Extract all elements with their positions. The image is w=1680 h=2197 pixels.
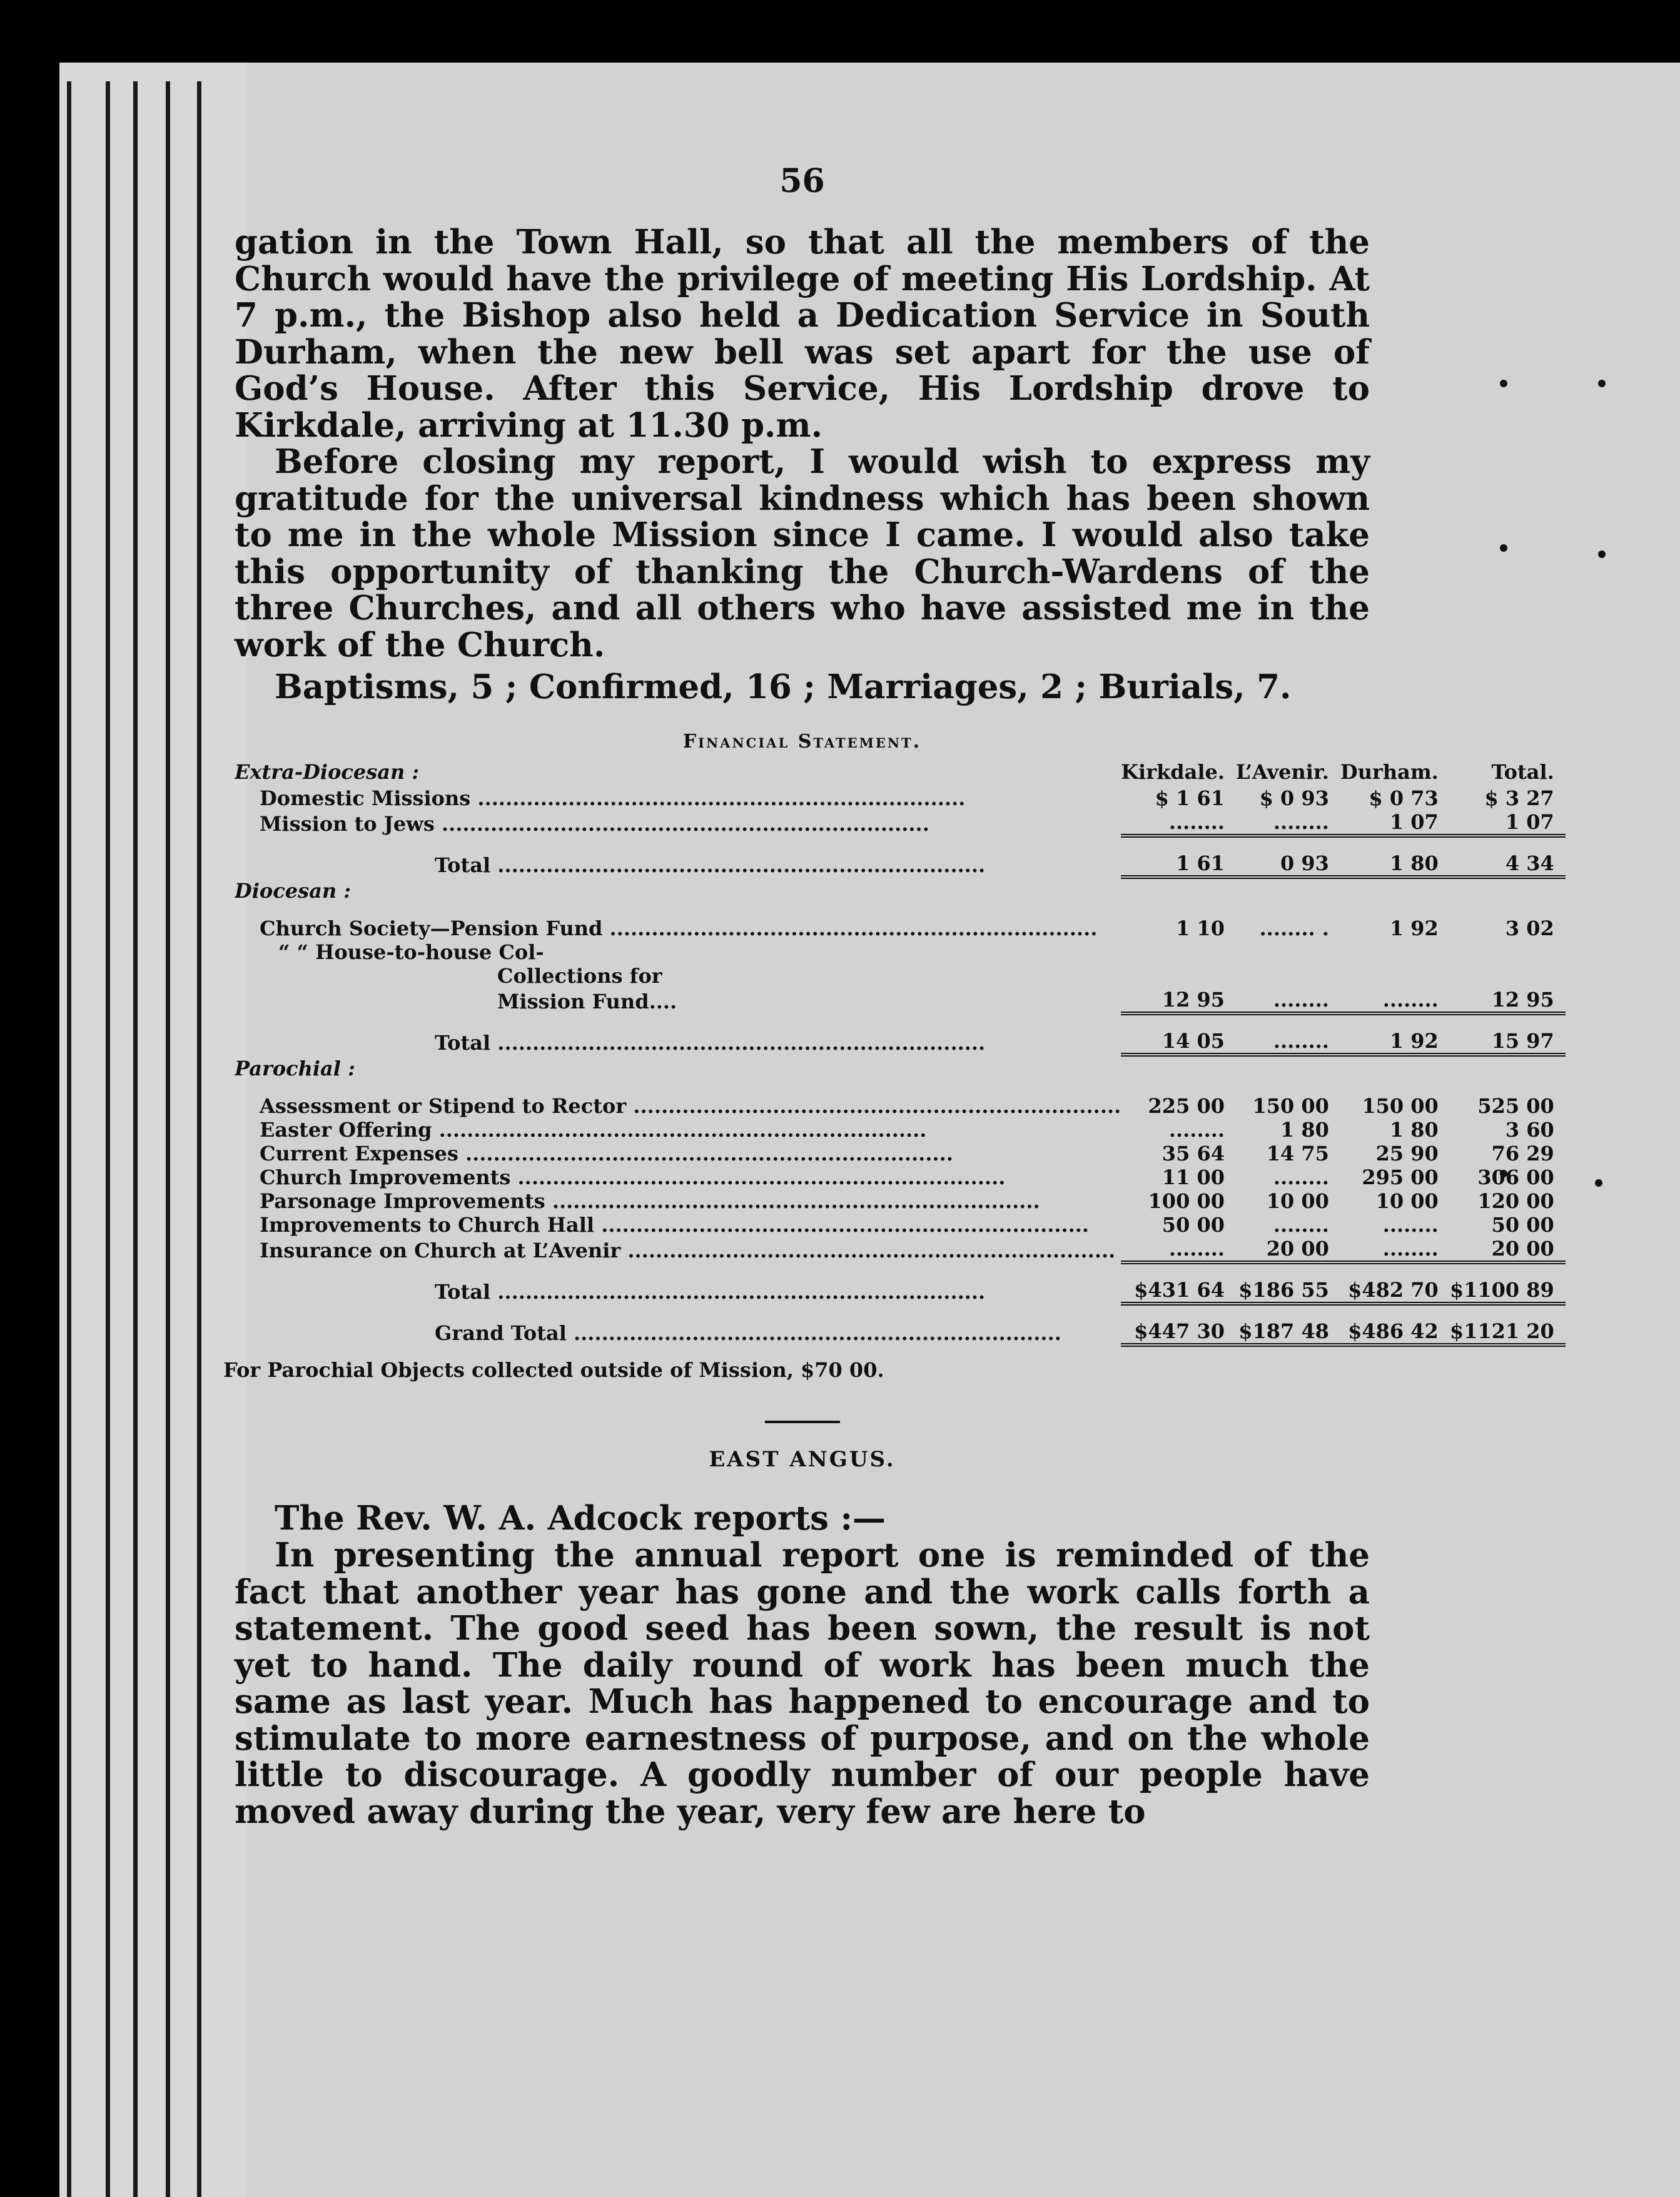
table-row [235,1094,1566,1118]
cell-value: 295 00 [1362,1165,1439,1189]
cell-value: $486 42 [1340,1319,1450,1345]
section-label-diocesan: Diocesan : [235,879,352,903]
cell-value: 1 80 [1340,851,1450,877]
table-row [235,810,1566,836]
cell-value: 3 60 [1505,1118,1554,1142]
section-label-extra-diocesan: Extra-Diocesan : [235,760,420,784]
spacer-row [235,903,1566,916]
table-row [235,1118,1566,1142]
row-label: Total ..... [235,1278,1121,1304]
section-heading: EAST ANGUS. [709,1447,896,1472]
table-row [235,964,1566,988]
cell-value: 3 02 [1505,916,1554,940]
cell-value: $ 0 73 [1369,786,1439,810]
paragraph-gratitude: Before closing my report, I would wish to express my gratitude for the universal kindness which has been shown to me in the whole Mission since I came. I would also take this opportunity of thanking the Church-Wardens of the three Churches, and all others who have assisted me in the work of the Church. [235,442,1370,664]
cell-value: 1 92 [1340,1029,1450,1055]
speck-mark [1598,551,1606,558]
cell-value: $187 48 [1236,1319,1340,1345]
total-row [235,1278,1566,1304]
binding-edge-line [197,81,201,2197]
binding-edge-line [67,81,71,2197]
cell-value: 1 80 [1280,1118,1329,1142]
column-header-lavenir: L’Avenir. [1236,760,1329,784]
cell-value: ........ [1236,988,1340,1013]
row-label: Mission to Jews ..... [235,810,1121,836]
cell-value: 10 00 [1266,1189,1329,1213]
cell-value: 1 61 [1121,851,1236,877]
total-row [235,851,1566,877]
cell-value: $1121 20 [1450,1319,1566,1345]
cell-value: 76 29 [1491,1142,1554,1165]
cell-value: 1 10 [1176,916,1225,940]
table-row [235,1142,1566,1165]
row-label-continued: “ “ House-to-house Col- [278,940,544,964]
page-number: 56 [779,162,825,200]
cell-value: $ 3 27 [1484,786,1554,810]
row-label: Current Expenses ..... [235,1142,1121,1165]
row-label-continued: Collections for [497,964,662,988]
table-row [235,916,1566,940]
cell-value: 1 07 [1450,810,1566,836]
section-row [235,1055,1566,1080]
paragraph-continuation: gation in the Town Hall, so that all the members of the Church would have the privilege of meeting His Lordship. At 7 p.m., the Bishop also held a Dedication Service in South Durham, when the new bell was set apart for the use of God’s House. After this Service, His Lordship drove to Kirkdale, arriving at 11.30 p.m. [235,223,1370,445]
binding-edge-line [166,81,170,2197]
row-label: Insurance on Church at L’Avenir ..... [235,1237,1121,1262]
cell-value: $186 55 [1236,1278,1340,1304]
cell-value: 20 00 [1236,1237,1340,1262]
cell-value: 50 00 [1161,1213,1225,1237]
cell-value: ........ [1273,1165,1329,1189]
cell-value: ........ [1168,1118,1225,1142]
cell-value: 525 00 [1477,1094,1554,1118]
table-row [235,940,1566,964]
cell-value: $482 70 [1340,1278,1450,1304]
cell-value: ........ [1121,1237,1236,1262]
cell-value: 15 97 [1450,1029,1566,1055]
row-label: Total ..... [235,851,1121,877]
row-label: Easter Offering ..... [235,1118,1121,1142]
cell-value: 0 93 [1236,851,1340,877]
cell-value: $431 64 [1121,1278,1236,1304]
parochial-note: For Parochial Objects collected outside of Mission, $70 00. [223,1358,884,1382]
speck-mark [1500,380,1507,387]
spacer-row [235,1080,1566,1094]
section-label-parochial: Parochial : [235,1057,355,1080]
cell-value: $1100 89 [1450,1278,1566,1304]
cell-value: 306 00 [1477,1165,1554,1189]
row-label: Mission Fund.... [497,990,677,1013]
spacer-row [235,1013,1566,1029]
row-label: Assessment or Stipend to Rector ..... [235,1094,1121,1118]
spacer-row [235,836,1566,851]
table-row [235,1189,1566,1213]
cell-value: ........ [1340,988,1450,1013]
spacer-row [235,1262,1566,1278]
row-label: Domestic Missions ..... [235,786,1121,810]
cell-value: 14 75 [1266,1142,1329,1165]
cell-value: 11 00 [1161,1165,1225,1189]
binding-edge-line [106,81,110,2197]
cell-value: 100 00 [1148,1189,1225,1213]
cell-value: 25 90 [1375,1142,1439,1165]
cell-value: ........ [1340,1237,1450,1262]
cell-value: ........ [1121,810,1236,836]
cell-value: 4 34 [1450,851,1566,877]
cell-value: ........ [1382,1213,1439,1237]
binding-edge-line [133,81,138,2197]
cell-value: ........ [1273,1213,1329,1237]
cell-value: $ 0 93 [1259,786,1329,810]
cell-value: 12 95 [1450,988,1566,1013]
statistics-line: Baptisms, 5 ; Confirmed, 16 ; Marriages, 2 ; Burials, 7. [275,667,1292,706]
cell-value: 1 80 [1389,1118,1439,1142]
table-header-row [235,760,1566,786]
financial-statement-title: Financial Statement. [682,731,922,753]
speck-mark [1598,380,1606,387]
row-label: Church Improvements ..... [235,1165,1121,1189]
cell-value: 150 00 [1252,1094,1329,1118]
column-header-durham: Durham. [1340,760,1439,784]
column-header-kirkdale: Kirkdale. [1121,760,1225,784]
speck-mark [1595,1179,1602,1187]
table-row [235,1165,1566,1189]
page-text [223,162,1554,1831]
section-divider [765,1421,840,1423]
grand-total-row [235,1319,1566,1345]
cell-value: 14 05 [1121,1029,1236,1055]
cell-value: $ 1 61 [1155,786,1225,810]
cell-value: 10 00 [1375,1189,1439,1213]
section-row [235,877,1566,903]
table-row [235,1237,1566,1262]
cell-value: ........ [1236,1029,1340,1055]
cell-value: 12 95 [1121,988,1236,1013]
cell-value: 120 00 [1477,1189,1554,1213]
cell-value: $447 30 [1121,1319,1236,1345]
financial-statement-table [235,760,1566,1347]
cell-value: 1 07 [1340,810,1450,836]
column-header-total: Total. [1491,760,1554,784]
paragraph-report: In presenting the annual report one is reminded of the fact that another year has gone and the work calls forth a statement. The good seed has been sown, the result is not yet to hand. The daily round of work has been much the same as last year. Much has happened to encourage and to stimulate to more earnestness of purpose, and on the whole little to discourage. A goodly number of our people have moved away during the year, very few are here to [235,1536,1370,1831]
table-row [235,1213,1566,1237]
row-label: Parsonage Improvements ..... [235,1189,1121,1213]
cell-value: 35 64 [1161,1142,1225,1165]
cell-value: 150 00 [1362,1094,1439,1118]
total-row [235,1029,1566,1055]
cell-value: ........ [1236,810,1340,836]
cell-value: 20 00 [1450,1237,1566,1262]
cell-value: ........ . [1259,916,1329,940]
row-label: Improvements to Church Hall ..... [235,1213,1121,1237]
table-row [235,988,1566,1013]
report-intro: The Rev. W. A. Adcock reports :— [275,1499,886,1538]
row-label: Total ..... [235,1029,1121,1055]
cell-value: 1 92 [1389,916,1439,940]
row-label: Church Society—Pension Fund ..... [235,916,1121,940]
cell-value: 50 00 [1491,1213,1554,1237]
spacer-row [235,1304,1566,1319]
row-label: Grand Total ..... [235,1319,1121,1345]
cell-value: 225 00 [1148,1094,1225,1118]
speck-mark [1500,544,1507,552]
table-row [235,786,1566,810]
